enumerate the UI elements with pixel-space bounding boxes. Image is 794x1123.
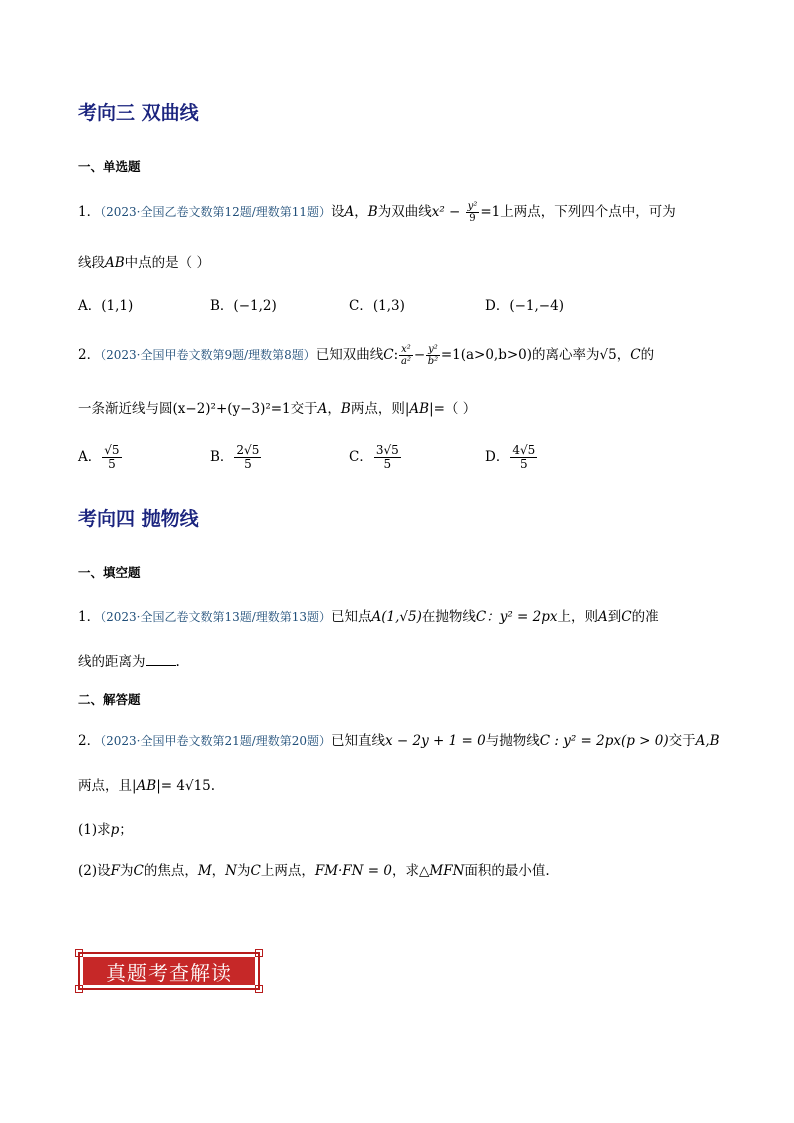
corner-ornament: [255, 949, 263, 957]
corner-ornament: [75, 949, 83, 957]
section-title-parabola: 考向四 抛物线: [78, 508, 199, 530]
option-3-1-b[interactable]: B．(−1,2): [210, 298, 277, 314]
option-3-2-d[interactable]: D． $\frac{4√5}{5}$: [485, 443, 536, 471]
question-number: 2．: [78, 733, 101, 749]
question-number: 2．: [78, 347, 101, 363]
answer-blank[interactable]: [146, 653, 176, 666]
option-3-1-d[interactable]: D．(−1,−4): [485, 298, 564, 314]
option-3-1-c[interactable]: C．(1,3): [349, 298, 405, 314]
corner-ornament: [75, 985, 83, 993]
corner-ornament: [255, 985, 263, 993]
section-title-hyperbola: 考向三 双曲线: [78, 102, 199, 124]
question-source: （2023·全国乙卷文数第12题/理数第11题）: [100, 205, 332, 219]
banner-text: 真题考查解读: [82, 956, 256, 986]
question-number: 1．: [78, 609, 101, 625]
option-3-1-a[interactable]: A．(1,1): [78, 298, 134, 314]
question-source: （2023·全国乙卷文数第13题/理数第13题）: [100, 610, 332, 624]
question-3-1: 1．（2023·全国乙卷文数第12题/理数第11题）设A，B为双曲线x² − $\frac{\text{y²}}{9}$ =1上两点，下列四个点中，可为: [78, 201, 676, 224]
question-3-2: 2．（2023·全国甲卷文数第9题/理数第8题）已知双曲线C: $\frac{\text{x²}}{\text{a²}}$ − $\frac{\text{y²}}{\text{b²}}$ =1(a>0,b>0)的离心率为√5，C的: [78, 344, 655, 367]
question-4-2-line2: 两点，且|AB|= 4√15.: [78, 778, 216, 794]
option-3-2-a[interactable]: A． $\frac{√5}{5}$: [78, 443, 120, 471]
subheading-solution: 二、解答题: [78, 692, 141, 707]
question-source: （2023·全国甲卷文数第21题/理数第20题）: [100, 734, 332, 748]
question-4-2-part2: (2)设F为C的焦点，M，N为C上两点，FM·FN = 0，求△MFN面积的最小值.: [78, 863, 550, 879]
question-4-1: 1．（2023·全国乙卷文数第13题/理数第13题）已知点A(1,√5)在抛物线C：y² = 2px上，则A到C的准: [78, 609, 659, 625]
option-3-2-c[interactable]: C． $\frac{3√5}{5}$: [349, 443, 399, 471]
subheading-fill-blank: 一、填空题: [78, 565, 141, 580]
question-4-1-line2: 线的距离为 .: [78, 654, 180, 670]
question-number: 1．: [78, 204, 101, 220]
question-source: （2023·全国甲卷文数第9题/理数第8题）: [100, 348, 316, 362]
question-4-2-part1: (1)求p；: [78, 822, 133, 838]
question-3-2-line2: 一条渐近线与圆(x−2)²+(y−3)²=1交于A，B两点，则|AB|=（ ）: [78, 401, 477, 417]
question-4-2: 2．（2023·全国甲卷文数第21题/理数第20题）已知直线x − 2y + 1 = 0与抛物线C : y² = 2px(p > 0)交于A,B: [78, 733, 720, 749]
option-3-2-b[interactable]: B． $\frac{2√5}{5}$: [210, 443, 260, 471]
question-3-1-line2: 线段AB中点的是（ ）: [78, 255, 210, 271]
fraction-y2-over-9: $\frac{\text{y²}}{9}$: [467, 201, 478, 224]
true-exam-interpretation-banner: [78, 952, 260, 990]
subheading-single-choice: 一、单选题: [78, 159, 141, 174]
